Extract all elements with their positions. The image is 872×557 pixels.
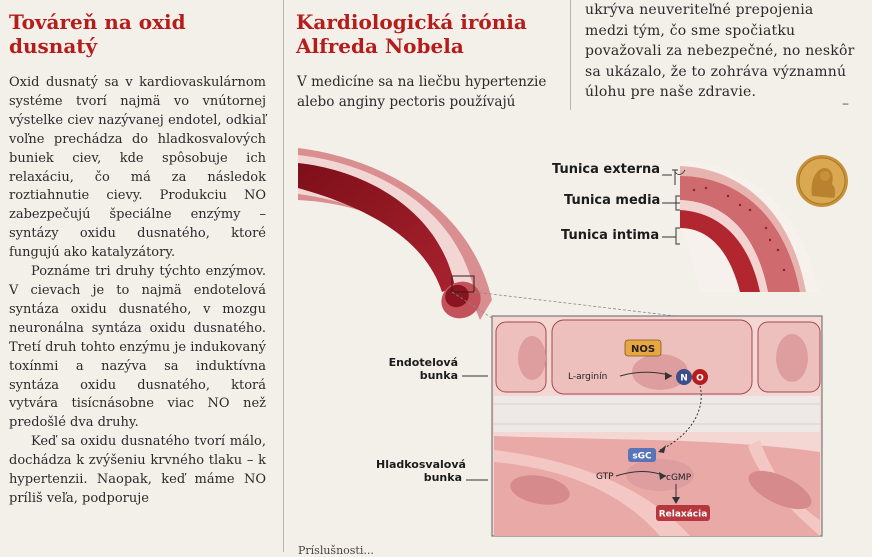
tunica-intima-label: Tunica intima (561, 228, 660, 243)
vessel-wall-cross-section (662, 162, 818, 292)
middle-title-line1: Kardiologická irónia (296, 10, 527, 34)
tunica-externa-label: Tunica externa (552, 162, 661, 177)
n-atom-label: N (680, 373, 688, 384)
cgmp-label: cGMP (666, 473, 692, 483)
paragraph: Oxid dusnatý sa v kardiovaskulárnom systéme tvorí najmä vo vnútornej výstelke ciev nazývanej endotel, odkiaľ voľne prechádza do hladkosvalových buniek ciev, kde spôsobuje ich relaxáciu, čo má za následok roztiahnutie cievy. Produkciu NO zabezpečujú špeciálne enzýmy – syntázy oxidu dusnatého, ktoré fungujú ako katalyzátory. (9, 75, 266, 261)
left-title-line2: dusnatý (9, 34, 98, 58)
tunica-media-label: Tunica media (564, 193, 661, 208)
gtp-label: GTP (596, 472, 614, 482)
smooth-muscle-cell-label: Hladkosvalová bunka (376, 458, 466, 484)
o-atom-label: O (696, 373, 704, 384)
middle-title-line2: Alfreda Nobela (296, 34, 464, 58)
middle-article-intro: V medicíne sa na liečbu hypertenzie alebo anginy pectoris používajú (297, 74, 547, 110)
endothelial-cell-label: Endotelová bunka (388, 356, 458, 382)
paragraph: Poznáme tri druhy týchto enzýmov. V cievach je to najmä endotelová syntáza oxidu dusnatého, v mozgu neuronálna syntáza oxidu dusnatého. Tretí druh tohto enzýmu je indukovaný toxínmi a nazýva sa induktívna syntáza oxidu dusnatého, ktorá vytvára tisícnásobne viac NO než predošlé dva druhy. (9, 264, 266, 431)
left-title-line1: Továreň na oxid (9, 10, 186, 34)
nobel-medal-illustration (796, 155, 848, 207)
figure-caption: Príslušnosti... (298, 544, 374, 557)
l-arginine-label: L-arginín (568, 372, 608, 382)
cell-zoom-panel (492, 316, 822, 536)
sgc-label: sGC (632, 451, 652, 462)
right-article-text: ukrýva neuveriteľné prepojenia medzi tým, čo sme spočiatku považovali za nebezpečné, no neskôr sa ukázalo, že to zohráva významnú úlohu pre naše zdravie. (585, 2, 855, 100)
nos-label: NOS (630, 344, 656, 355)
article-end-mark: – (842, 96, 849, 112)
paragraph: Keď sa oxidu dusnatého tvorí málo, dochádza k zvýšeniu krvného tlaku – k hypertenzii. Naopak, keď máme NO príliš veľa, podporuje (9, 434, 266, 506)
relaxation-label: Relaxácia (658, 509, 708, 520)
